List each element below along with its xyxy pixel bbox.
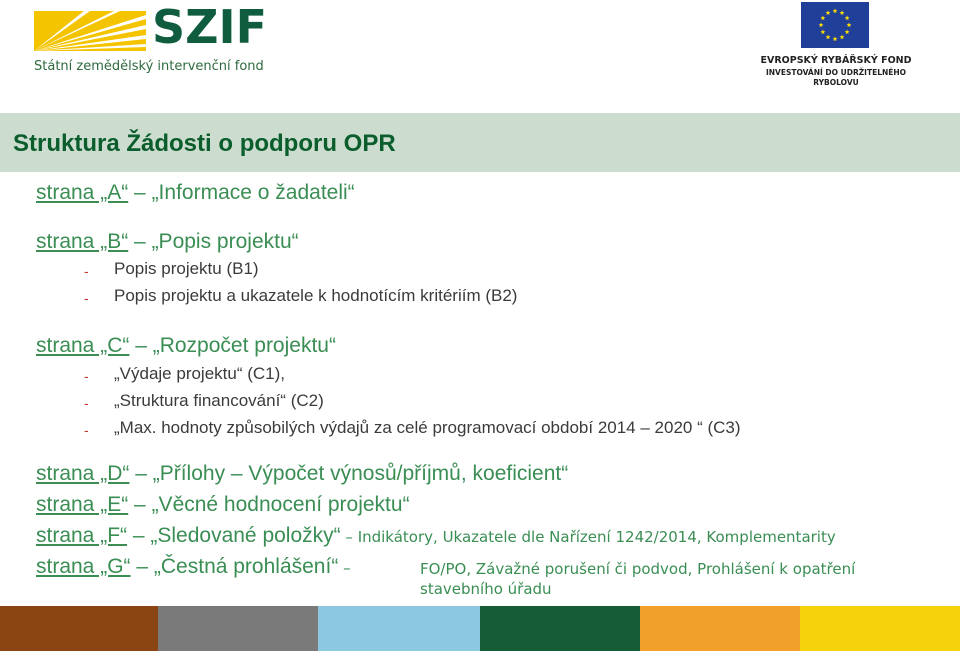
szif-logo: [34, 0, 284, 79]
section-c-link[interactable]: strana „C“: [36, 334, 130, 357]
section-e-title: „Věcné hodnocení projektu“: [151, 493, 410, 516]
bullet-dash: -: [84, 290, 89, 306]
section-a-separator: –: [128, 181, 152, 204]
page-title: Struktura Žádosti o podporu OPR: [13, 130, 396, 157]
szif-logo-subtitle: Státní zemědělský intervenční fond: [34, 59, 264, 74]
section-b-item-1: Popis projektu (B1): [114, 259, 259, 278]
section-g-detail-line2: stavebního úřadu: [420, 580, 552, 598]
section-a: [36, 181, 355, 205]
section-f-link[interactable]: strana „F“: [36, 524, 128, 547]
section-c-title: „Rozpočet projektu“: [152, 334, 336, 357]
section-a-link[interactable]: strana „A“: [36, 181, 129, 204]
section-c-item-3: „Max. hodnoty způsobilých výdajů za celé programovací období 2014 – 2020 “ (C3): [114, 418, 741, 437]
section-g-separator: –: [130, 555, 154, 578]
section-c: [36, 334, 336, 358]
footer-strip-segment: [640, 606, 800, 651]
bullet-dash: -: [84, 263, 89, 279]
eu-fund-subtitle-line1: INVESTOVÁNÍ DO UDRŽITELNÉHO: [765, 68, 907, 77]
section-a-title: „Informace o žadateli“: [151, 181, 355, 204]
section-g-title: „Čestná prohlášení“: [153, 555, 339, 578]
section-c-separator: –: [129, 334, 153, 357]
section-d-separator: –: [129, 462, 153, 485]
szif-logo-word: SZIF: [152, 0, 268, 54]
footer-strip-segment: [318, 606, 480, 651]
section-f-detail: – Indikátory, Ukazatele dle Nařízení 1242/2014, Komplementarity: [340, 528, 836, 546]
section-e-separator: –: [128, 493, 152, 516]
section-c-item-2: „Struktura financování“ (C2): [114, 391, 324, 410]
eu-fund-subtitle-line2: RYBOLOVU: [813, 78, 859, 87]
section-b-link[interactable]: strana „B“: [36, 230, 129, 253]
footer-strip-segment: [158, 606, 318, 651]
section-g-link[interactable]: strana „G“: [36, 555, 131, 578]
section-b-separator: –: [128, 230, 152, 253]
section-f-separator: –: [127, 524, 151, 547]
section-b-item-2: Popis projektu a ukazatele k hodnotícím kritériím (B2): [114, 286, 518, 305]
footer-strip-segment: [0, 606, 158, 651]
eu-fund-logo: [755, 2, 935, 88]
bullet-dash: -: [84, 422, 89, 438]
footer-strip-segment: [480, 606, 640, 651]
section-e: [36, 493, 410, 517]
section-d: [36, 462, 568, 486]
section-d-title: „Přílohy – Výpočet výnosů/příjmů, koeficient“: [152, 462, 569, 485]
section-c-item-1: „Výdaje projektu“ (C1),: [114, 364, 286, 383]
szif-sun-rays-icon: [34, 11, 146, 51]
footer-strip-segment: [800, 606, 960, 651]
section-g-detail-line1: FO/PO, Závažné porušení či podvod, Prohlášení k opatření: [420, 560, 856, 578]
section-f: [36, 524, 836, 548]
bullet-dash: -: [84, 368, 89, 384]
section-d-link[interactable]: strana „D“: [36, 462, 130, 485]
section-g-detail-separator: –: [338, 559, 351, 577]
eu-fund-title: EVROPSKÝ RYBÁŘSKÝ FOND: [760, 55, 912, 66]
section-b-title: „Popis projektu“: [151, 230, 299, 253]
section-f-title: „Sledované položky“: [150, 524, 341, 547]
section-e-link[interactable]: strana „E“: [36, 493, 129, 516]
section-g: [36, 555, 351, 579]
bullet-dash: -: [84, 395, 89, 411]
section-b: [36, 230, 299, 254]
eu-flag-icon: [801, 2, 869, 48]
